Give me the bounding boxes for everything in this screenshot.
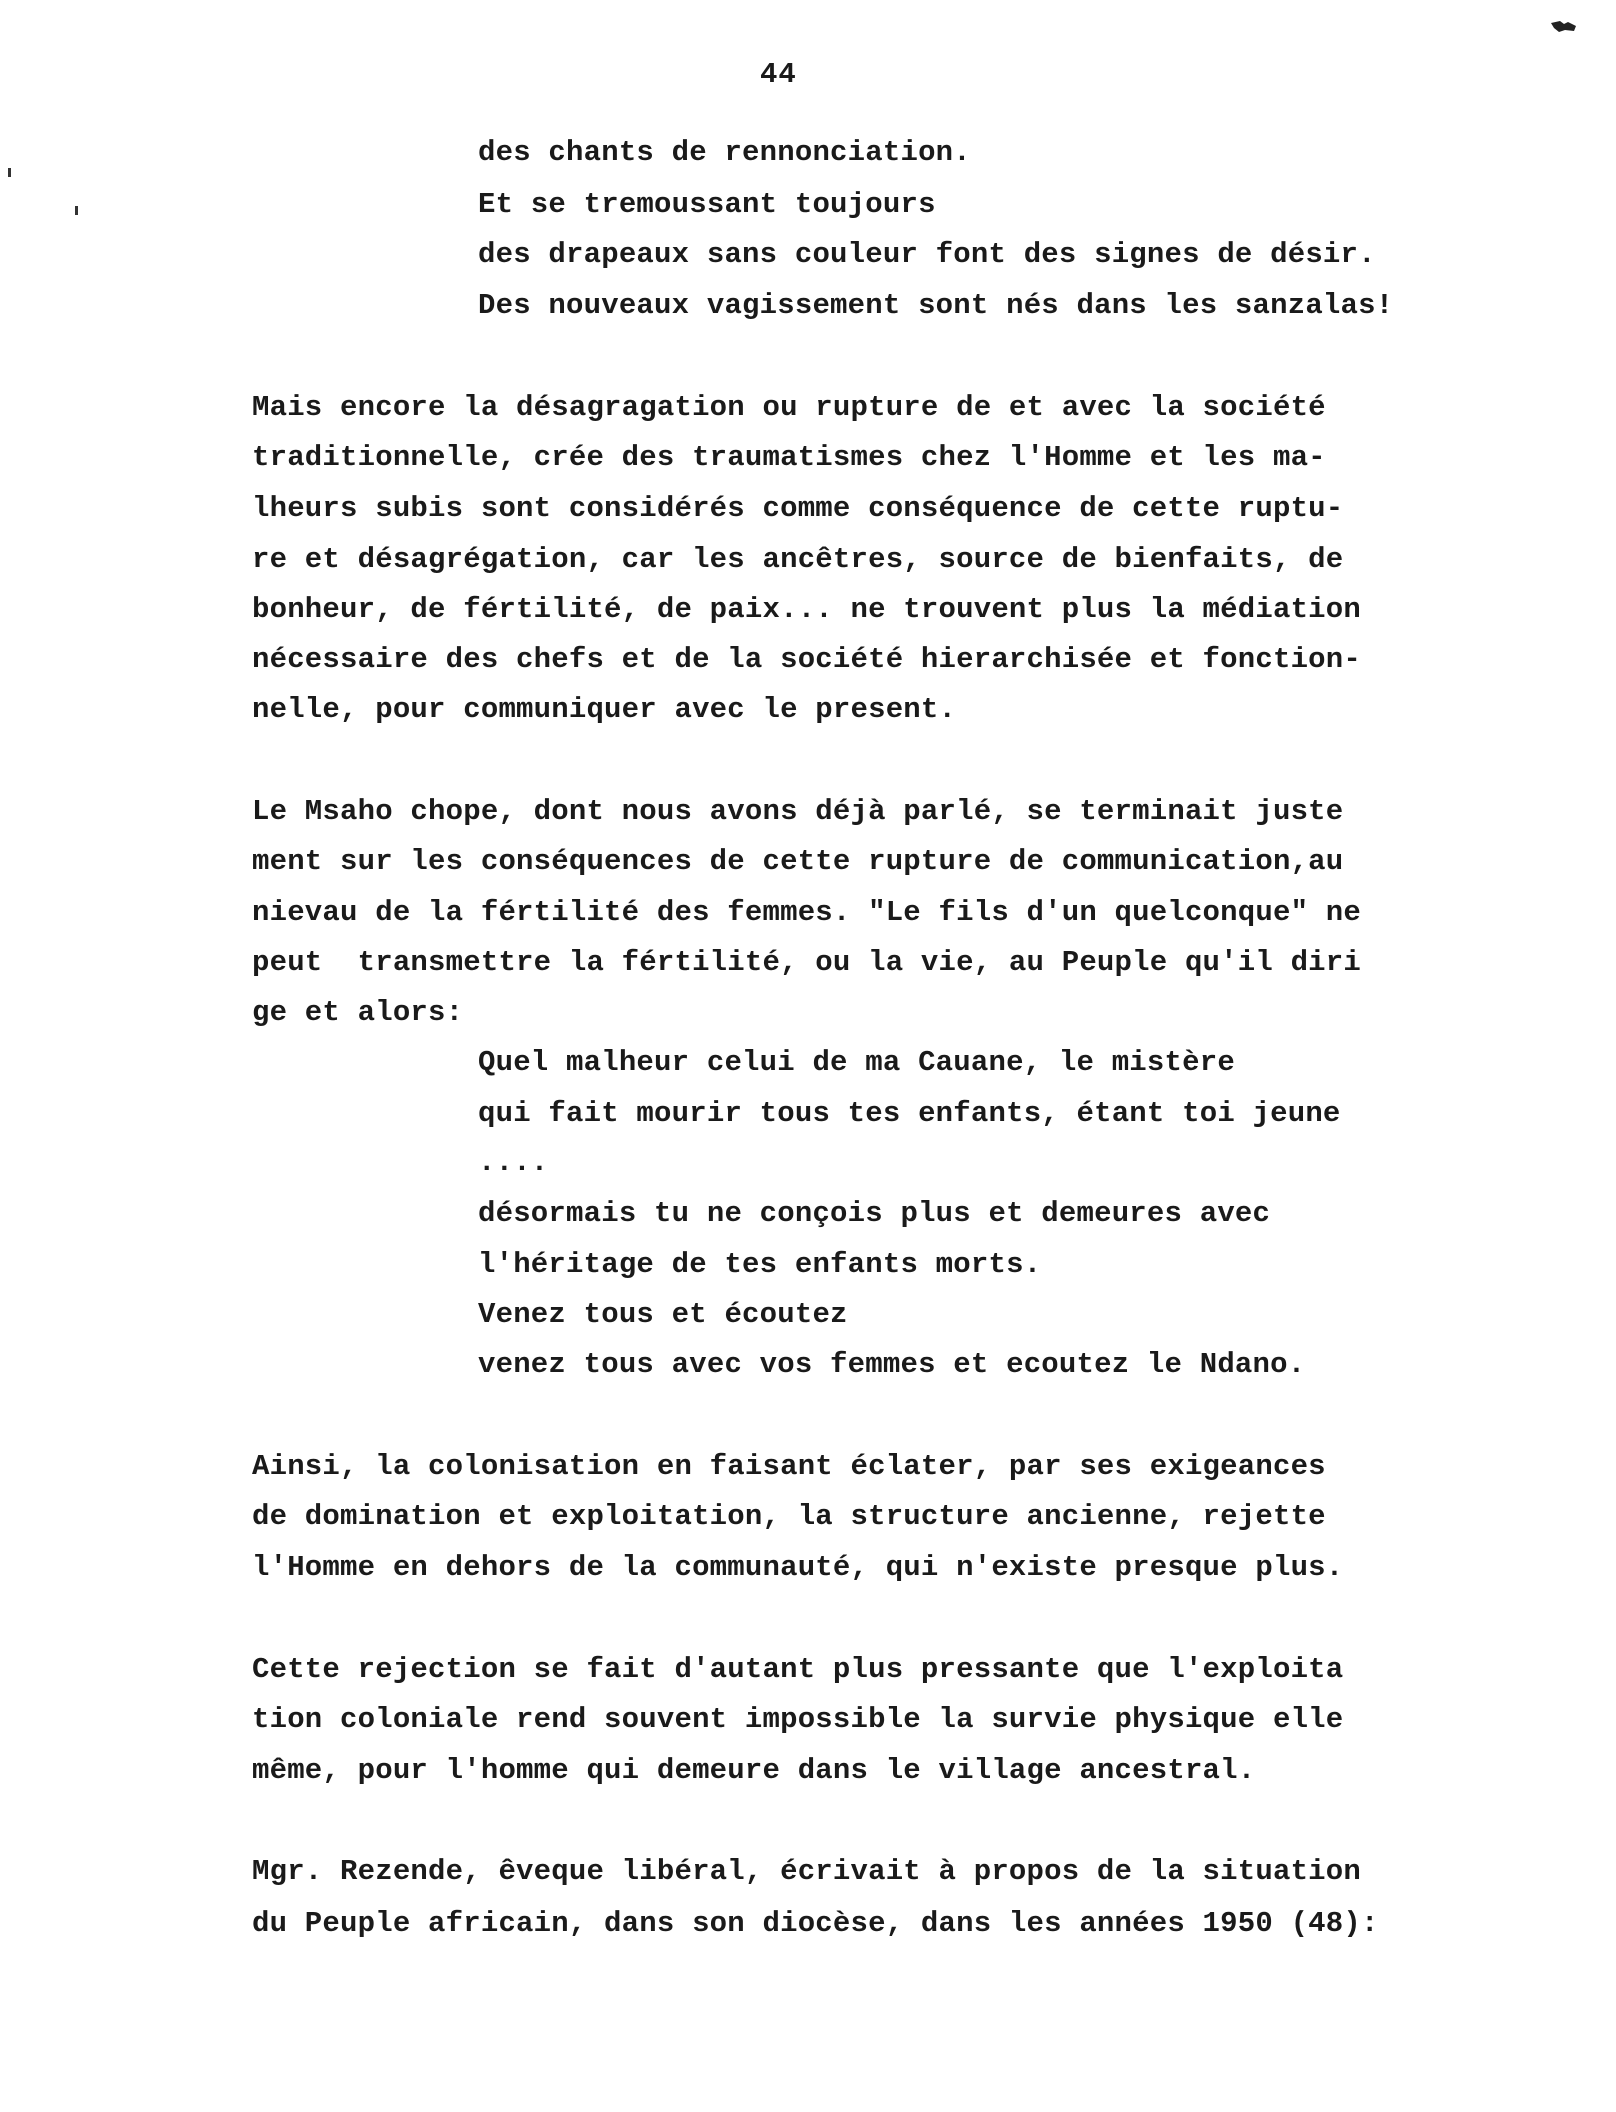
paragraph-line: nelle, pour communiquer avec le present. xyxy=(252,693,957,726)
stray-mark xyxy=(8,168,11,177)
paragraph-line: du Peuple africain, dans son diocèse, dans les années 1950 (48): xyxy=(252,1907,1379,1940)
paragraph-line: Ainsi, la colonisation en faisant éclater, par ses exigeances xyxy=(252,1450,1326,1483)
paragraph-line: Le Msaho chope, dont nous avons déjà parlé, se terminait juste xyxy=(252,795,1344,828)
page-number: 44 xyxy=(760,58,797,91)
paragraph-line: Mais encore la désagragation ou rupture de et avec la société xyxy=(252,391,1326,424)
paragraph-line: lheurs subis sont considérés comme conséquence de cette ruptu- xyxy=(252,492,1344,525)
verse-line: .... xyxy=(478,1146,549,1179)
paragraph-line: de domination et exploitation, la structure ancienne, rejette xyxy=(252,1500,1326,1533)
verse-line: qui fait mourir tous tes enfants, étant toi jeune xyxy=(478,1097,1341,1130)
paragraph-line: Mgr. Rezende, êveque libéral, écrivait à propos de la situation xyxy=(252,1855,1361,1888)
verse-line: Quel malheur celui de ma Cauane, le mistère xyxy=(478,1046,1235,1079)
paragraph-line: re et désagrégation, car les ancêtres, source de bienfaits, de xyxy=(252,543,1344,576)
paragraph-line: nécessaire des chefs et de la société hierarchisée et fonction- xyxy=(252,643,1361,676)
verse-line: venez tous avec vos femmes et ecoutez le Ndano. xyxy=(478,1348,1306,1381)
verse-line: des drapeaux sans couleur font des signes de désir. xyxy=(478,238,1376,271)
paragraph-line: même, pour l'homme qui demeure dans le village ancestral. xyxy=(252,1754,1256,1787)
paragraph-line: ge et alors: xyxy=(252,996,464,1029)
paragraph-line: l'Homme en dehors de la communauté, qui n'existe presque plus. xyxy=(252,1551,1344,1584)
verse-line: Des nouveaux vagissement sont nés dans les sanzalas! xyxy=(478,289,1394,322)
verse-line: l'héritage de tes enfants morts. xyxy=(478,1248,1042,1281)
paragraph-line: tion coloniale rend souvent impossible la survie physique elle xyxy=(252,1703,1344,1736)
ink-blot-icon xyxy=(1550,18,1578,34)
verse-line: Venez tous et écoutez xyxy=(478,1298,848,1331)
paragraph-line: ment sur les conséquences de cette rupture de communication,au xyxy=(252,845,1344,878)
verse-line: Et se tremoussant toujours xyxy=(478,188,936,221)
paragraph-line: bonheur, de fértilité, de paix... ne trouvent plus la médiation xyxy=(252,593,1361,626)
paragraph-line: nievau de la fértilité des femmes. "Le fils d'un quelconque" ne xyxy=(252,896,1361,929)
paragraph-line: Cette rejection se fait d'autant plus pressante que l'exploita xyxy=(252,1653,1344,1686)
paragraph-line: traditionnelle, crée des traumatismes chez l'Homme et les ma- xyxy=(252,441,1326,474)
paragraph-line: peut transmettre la fértilité, ou la vie, au Peuple qu'il diri xyxy=(252,946,1361,979)
verse-line: des chants de rennonciation. xyxy=(478,136,971,169)
verse-line: désormais tu ne conçois plus et demeures avec xyxy=(478,1197,1271,1230)
stray-mark xyxy=(75,206,78,215)
